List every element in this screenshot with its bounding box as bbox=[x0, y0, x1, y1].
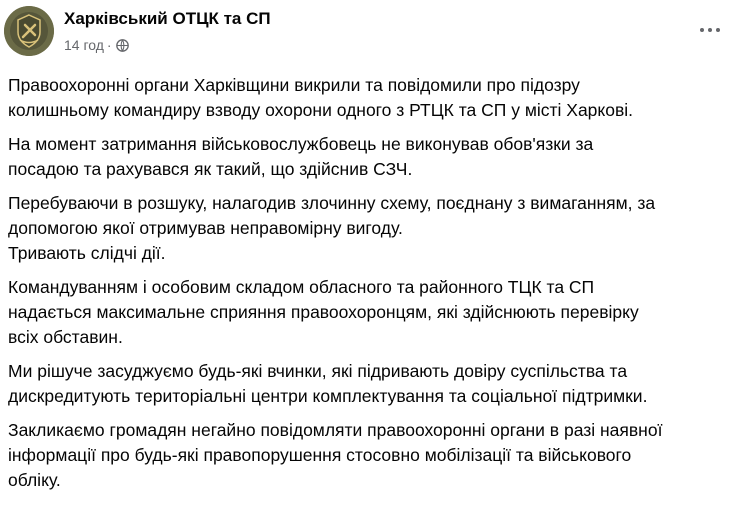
post-paragraph bbox=[8, 73, 736, 123]
text-line: дискредитують територіальні центри комплектування та соціальної підтримки. bbox=[8, 386, 648, 406]
text-line: посадою та рахувався як такий, що здійснив СЗЧ. bbox=[8, 159, 413, 179]
more-options-icon[interactable] bbox=[692, 16, 728, 44]
emblem-avatar-icon bbox=[4, 6, 54, 56]
text-line: Командуванням і особовим складом обласного та районного ТЦК та СП bbox=[8, 277, 595, 297]
text-line: всіх обставин. bbox=[8, 327, 123, 347]
post-paragraph bbox=[8, 275, 736, 350]
post-timestamp[interactable]: 14 год bbox=[64, 37, 104, 53]
globe-icon[interactable] bbox=[116, 39, 129, 52]
text-line: Закликаємо громадян негайно повідомляти правоохоронні органи в разі наявної bbox=[8, 420, 663, 440]
text-line: Тривають слідчі дії. bbox=[8, 243, 166, 263]
text-line: надається максимальне сприяння правоохоронцям, які здійснюють перевірку bbox=[8, 302, 639, 322]
post-paragraph bbox=[8, 191, 736, 266]
text-line: На момент затримання військовослужбовець не виконував обов'язки за bbox=[8, 134, 594, 154]
text-line: колишньому командиру взводу охорони одного з РТЦК та СП у місті Харкові. bbox=[8, 100, 634, 120]
post-header bbox=[0, 0, 740, 66]
post-paragraph bbox=[8, 132, 736, 182]
text-line: Правоохоронні органи Харківщини викрили та повідомили про підозру bbox=[8, 75, 580, 95]
post-meta bbox=[64, 37, 129, 53]
text-line: обліку. bbox=[8, 470, 61, 490]
text-line: Ми рішуче засуджуємо будь-які вчинки, які підривають довіру суспільства та bbox=[8, 361, 628, 381]
meta-separator: · bbox=[106, 37, 112, 53]
post-paragraph bbox=[8, 359, 736, 409]
post-paragraph bbox=[8, 418, 736, 493]
text-line: допомогою якої отримував неправомірну вигоду. bbox=[8, 218, 403, 238]
page-avatar[interactable] bbox=[4, 6, 54, 56]
text-line: інформації про будь-які правопорушення стосовно мобілізації та військового bbox=[8, 445, 632, 465]
post-text bbox=[8, 73, 736, 502]
page-name-link[interactable]: Харківський ОТЦК та СП bbox=[64, 9, 271, 28]
text-line: Перебуваючи в розшуку, налагодив злочинну схему, поєднану з вимаганням, за bbox=[8, 193, 656, 213]
